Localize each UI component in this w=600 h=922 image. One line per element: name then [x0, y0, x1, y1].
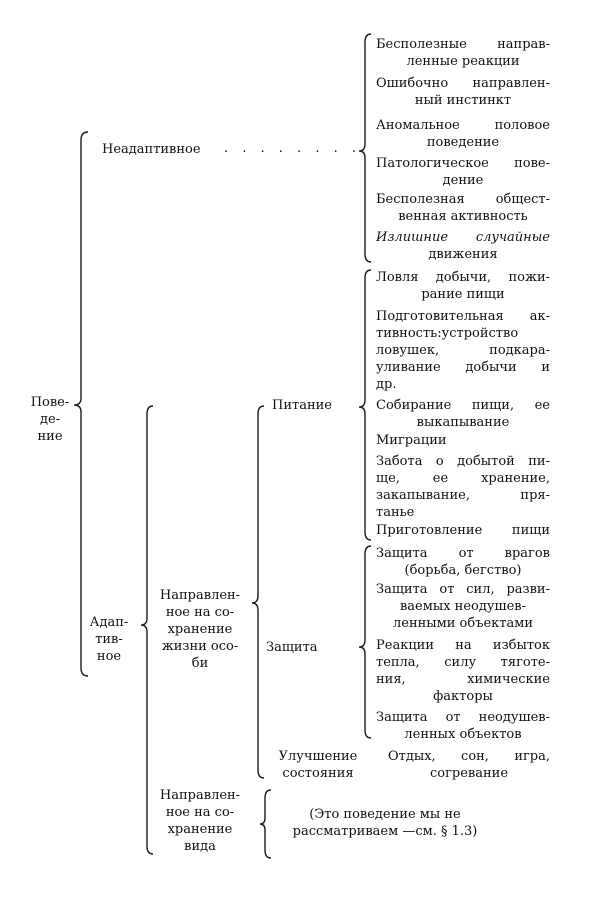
nonadaptive-item: Патологическое пове- дение [376, 156, 550, 188]
brace-nutrition [359, 270, 371, 540]
nutrition-label: Питание [272, 398, 332, 413]
protection-label: Защита [266, 640, 318, 655]
nutrition-item: Собирание пищи, ее выкапывание [376, 398, 550, 430]
nonadaptive-label: Неадаптивное [102, 142, 201, 157]
species-note: (Это поведение мы не рассматриваем —см. § 1.3) [292, 807, 478, 839]
nonadaptive-item: Ошибочно направлен- ный инстинкт [376, 76, 550, 108]
nutrition-item: Миграции [376, 433, 447, 448]
brace-individual [252, 406, 264, 778]
improvement-label: Улучшение состояния [278, 749, 358, 781]
nutrition-item: Подготовительная ак- тивность:устройство ловушек, подкара- уливание добычи и др. [376, 309, 550, 392]
protection-item: Защита от сил, разви- ваемых неодушев- ленными объектами [376, 582, 550, 631]
protection-item: Защита от неодушев- ленных объектов [376, 710, 550, 742]
brace-root [74, 132, 88, 676]
nutrition-item: Забота о добытой пи- ще, ее хранение, закапывание, пря- танье [376, 454, 550, 520]
species-label: Направлен- ное на со- хранение вида [159, 788, 241, 854]
nonadaptive-item: Бесполезная общест- венная активность [376, 192, 550, 224]
nonadaptive-item: Излишние случайные движения [376, 230, 550, 262]
brace-protection [359, 546, 371, 738]
root-label: Пове- де- ние [30, 395, 70, 444]
nonadaptive-item: Бесполезные направ- ленные реакции [376, 37, 550, 69]
protection-item: Защита от врагов (борьба, бегство) [376, 546, 550, 578]
nonadaptive-leader: . . . . . . . . [224, 141, 361, 156]
adaptive-label: Адап- тив- ное [89, 615, 129, 664]
brace-species [260, 790, 271, 858]
improvement-result: Отдых, сон, игра, согревание [388, 749, 550, 781]
nonadaptive-item: Аномальное половое поведение [376, 118, 550, 150]
nutrition-item: Ловля добычи, пожи- рание пищи [376, 270, 550, 302]
individual-label: Направлен- ное на со- хранение жизни осо- би [159, 588, 241, 671]
protection-item: Реакции на избыток тепла, силу тяготе- ния, химические факторы [376, 638, 550, 704]
nutrition-item: Приготовление пищи [376, 523, 550, 538]
